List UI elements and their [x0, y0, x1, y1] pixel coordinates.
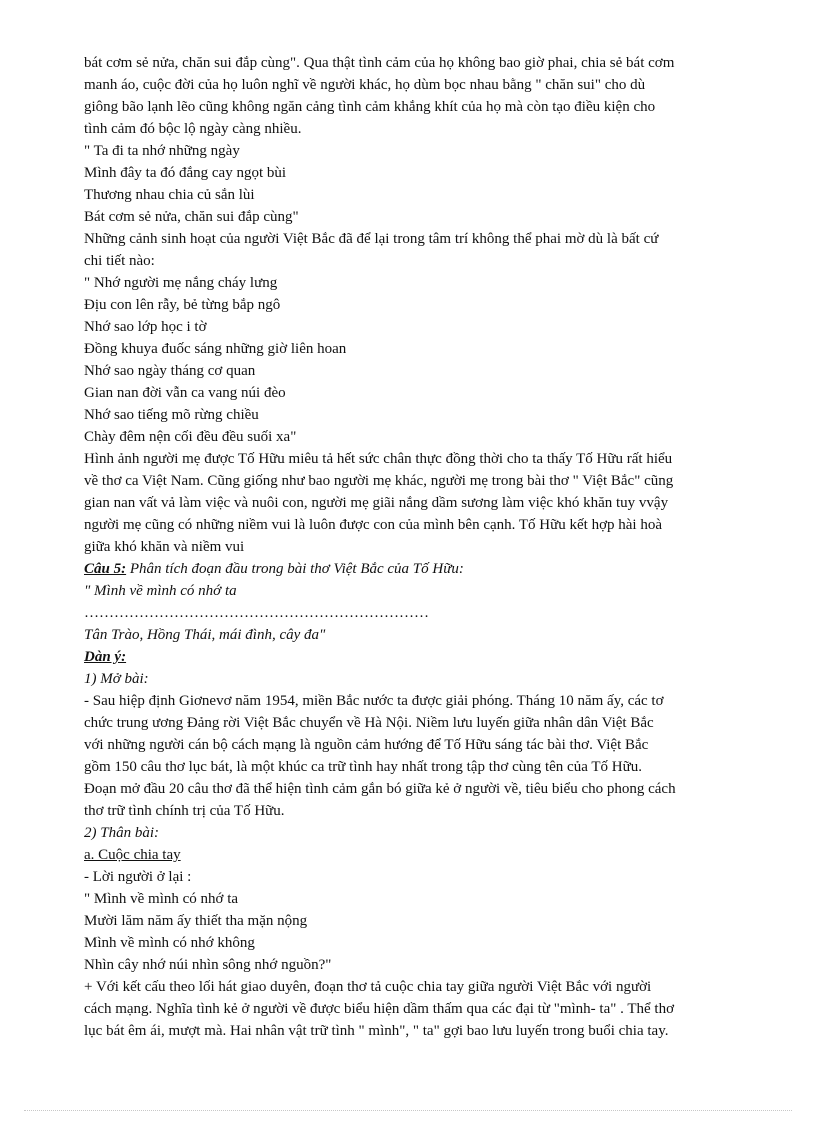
poem-line: Bát cơm sẻ nửa, chăn sui đắp cùng" [84, 209, 299, 225]
poem-line: Nhớ sao lớp học i tờ [84, 319, 207, 335]
intro-line: gồm 150 câu thơ lục bát, là một khúc ca trữ tình hay nhất trong tập thơ cùng tên của Tố Hữu. [84, 759, 642, 775]
poem-line: Địu con lên rẫy, bẻ từng bắp ngô [84, 297, 281, 313]
poem-line: Chày đêm nện cối đều đều suối xa" [84, 429, 297, 445]
question-label: Câu 5: [84, 561, 127, 577]
text-line: manh áo, cuộc đời của họ luôn nghĩ về người khác, họ dùm bọc nhau bằng " chăn sui" cho dù [84, 77, 646, 93]
ellipsis-dots: …………………………………………………………… [84, 605, 429, 621]
poem-line: Nhìn cây nhớ núi nhìn sông nhớ nguồn?" [84, 957, 332, 973]
text-line: về thơ ca Việt Nam. Cũng giống như bao người mẹ khác, người mẹ trong bài thơ " Việt Bắc" cũng [84, 473, 674, 489]
poem-line: Đồng khuya đuốc sáng những giờ liên hoan [84, 341, 347, 357]
text-line: Những cảnh sinh hoạt của người Việt Bắc đã để lại trong tâm trí không thể phai mờ dù là bất cứ [84, 231, 659, 247]
body-line: cách mạng. Nghĩa tình kẻ ở người về được biểu hiện dầm thấm qua các đại từ "mình- ta" . Thể thơ [84, 1001, 675, 1017]
intro-line: với những người cán bộ cách mạng là nguồn cảm hướng để Tố Hữu sáng tác bài thơ. Việt Bắc [84, 737, 649, 753]
poem-line: " Nhớ người mẹ nắng cháy lưng [84, 275, 278, 291]
question-heading [84, 558, 774, 580]
intro-heading: 1) Mở bài: [84, 671, 149, 687]
section-a-heading: a. Cuộc chia tay [84, 847, 181, 863]
text-line: giông bão lạnh lẽo cũng không ngăn cảng tình cảm khắng khít của họ mà còn tạo điều kiện cho [84, 99, 656, 115]
text-line: người mẹ cũng có những niềm vui là luôn được con của mình bên cạnh. Tố Hữu kết hợp hài hoà [84, 517, 662, 533]
poem-line: Mình đây ta đó đắng cay ngọt bùi [84, 165, 287, 181]
quote-open: " Mình về mình có nhớ ta [84, 583, 237, 599]
intro-line: - Sau hiệp định Giơnevơ năm 1954, miền Bắc nước ta được giải phóng. Tháng 10 năm ấy, các tơ [84, 693, 664, 709]
poem-line: " Ta đi ta nhớ những ngày [84, 143, 240, 159]
poem-line: Mình về mình có nhớ không [84, 935, 255, 951]
quote-close: Tân Trào, Hồng Thái, mái đình, cây đa" [84, 627, 326, 643]
poem-line: Thương nhau chia củ sắn lùi [84, 187, 255, 203]
body-line: lục bát êm ái, mượt mà. Hai nhân vật trữ tình " mình", " ta" gợi bao lưu luyến trong buổi chia tay. [84, 1023, 669, 1039]
intro-line: chức trung ương Đảng rời Việt Bắc chuyển về Hà Nội. Niềm lưu luyến giữa nhân dân Việt Bắc [84, 715, 654, 731]
poem-line: Gian nan đời vẫn ca vang núi đèo [84, 385, 286, 401]
text-line: Hình ảnh người mẹ được Tố Hữu miêu tả hết sức chân thực đồng thời cho ta thấy Tố Hữu rất hiểu [84, 451, 673, 467]
page-bottom-rule [24, 1110, 792, 1111]
document-page [84, 52, 774, 1042]
body-line: + Với kết cấu theo lối hát giao duyên, đoạn thơ tả cuộc chia tay giữa người Việt Bắc với người [84, 979, 652, 995]
text-line: chi tiết nào: [84, 253, 155, 269]
text-line: gian nan vất vả làm việc và nuôi con, người mẹ giãi nắng dầm sương làm việc khó khăn tuy vvậy [84, 495, 669, 511]
intro-line: thơ trữ tình chính trị của Tố Hữu. [84, 803, 285, 819]
poem-line: Nhớ sao tiếng mõ rừng chiều [84, 407, 259, 423]
intro-line: Đoạn mở đầu 20 câu thơ đã thể hiện tình cảm gắn bó giữa kẻ ở người về, tiêu biểu cho phong cách [84, 781, 676, 797]
outline-label: Dàn ý: [84, 649, 127, 665]
body-line: - Lời người ở lại : [84, 869, 192, 885]
question-text: Phân tích đoạn đầu trong bài thơ Việt Bắc của Tố Hữu: [126, 561, 464, 577]
poem-line: Mười lăm năm ấy thiết tha mặn nộng [84, 913, 308, 929]
poem-line: " Mình về mình có nhớ ta [84, 891, 239, 907]
text-line: bát cơm sẻ nửa, chăn sui đắp cùng". Qua thật tình cảm của họ không bao giờ phai, chia sẻ bát cơm [84, 55, 675, 71]
poem-line: Nhớ sao ngày tháng cơ quan [84, 363, 256, 379]
text-line: tình cảm đó bộc lộ ngày càng nhiều. [84, 121, 302, 137]
body-heading: 2) Thân bài: [84, 825, 159, 841]
text-line: giữa khó khăn và niềm vui [84, 539, 245, 555]
